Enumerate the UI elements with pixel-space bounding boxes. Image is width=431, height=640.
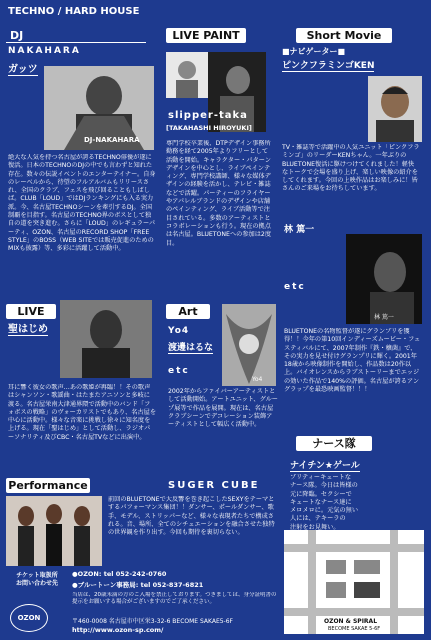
live-tab: LIVE: [6, 304, 56, 319]
map-venue-label: OZON & SPIRAL: [324, 618, 378, 625]
dj-divider: [6, 42, 146, 43]
ticket-label: チケット取扱所 お問い合わせ先: [15, 572, 58, 587]
short-movie-body2: BLUETONEの名物監督が遂にグランプリを獲得！！今年の第10回インディーズムービー・フェスティバルにて、2007年制作『鉄・穣菌』で、その実力を見せ付けグランプリに輝く。2001年18歳から映像制作を開始し、作品数は20作以上。バイオレンスからラブストーリーまでエッジの効いた作品で140%の評価。名古屋が誇るアングラップを最恐映画監督！！！: [284, 328, 421, 394]
performance-name-en: SUGER CUBE: [168, 480, 260, 491]
dj-name-en: NAKAHARA: [8, 46, 81, 56]
ozon-logo: [10, 604, 48, 632]
dj-name-jp: ガッツ: [8, 60, 38, 76]
live-paint-photo-left: [166, 52, 208, 98]
footer-notice: 当店は、20歳未満の方のご入場を禁止しております。つきましては、身分証明書の提示をお願いする場合がございますのでご了承ください。: [72, 592, 277, 605]
ozon-tel: ●OZON: tel 052-242-0760: [72, 570, 167, 578]
art-body: 2002年からファイバーアーティストとして活動開始。アートユニット、グループ展等で作品を展開。現在は、名古屋クラブシーンでデコレーション装飾アーティストとして幅広く活動中。: [168, 388, 278, 429]
short-movie-navigator: ピンクフラミンゴKEN: [282, 58, 374, 72]
dj-photo: [44, 66, 154, 150]
live-body: 耳に響く彼女の歌声…あの歌姫が再臨！！その歌声はシャンソン・歌謡曲・はたまたアニソンと多岐に渡る。名古屋栄南大津通界隈で活動中のバンド「フォボスの戦略」のヴォーカリストでもあり、名古屋を中心に活動中。様々な音楽に挑戦し徐々に知名度を上げる。現在「聖はじめ」として活動し、ラジオパーソナリティ及びCBC・名古屋TVなどに出演中。: [8, 384, 156, 441]
map-venue-sub: BECOME SAKAE 5-6F: [328, 626, 381, 632]
art-photo: [222, 304, 276, 386]
live-name-jp: 聖はじめ: [8, 320, 48, 336]
short-movie-ken-photo: [368, 76, 422, 142]
art-name-jp: 渡邊はるな: [168, 340, 213, 354]
ozon-logo-text: OZON: [17, 614, 41, 622]
live-photo: [60, 300, 152, 378]
nurse-title: ナース隊: [296, 436, 372, 451]
performance-tab: Performance: [6, 478, 90, 493]
live-paint-artist: slipper-taka: [168, 110, 248, 121]
art-photo-caption: Yo4: [252, 376, 263, 383]
short-movie-director-photo: [346, 234, 422, 324]
art-etc: etc: [168, 366, 190, 376]
nurse-body: プリティーキュートな ナース隊。今日は皆様の 元に降臨。セクシーで キュートなナース達に メロメロに。元気の無い 人には、テキーラの 注射をお見舞い。: [290, 474, 359, 530]
art-tab: Art: [166, 304, 210, 319]
dj-tab: DJ: [10, 29, 24, 42]
short-movie-name2: 林 篤一: [284, 225, 315, 235]
short-movie-label: ■ナビゲーター■: [282, 47, 346, 56]
live-paint-body: 専門学校卒業後、DTPデザイン事務所勤務を経て2005年よりフリーとして活動を開始。キャラクター・パターンデザインを中心とし、ライブペインティング、専門学校講師、様々な媒体デザインの経験を活かし、テレビ・雑誌などで活躍。パーティーのフライヤーやアパレルブランドのデザインや店舗のペインティング、ライブ活動等で注目されている。多数のアーティストとコラボレーションも行う。現在の拠点は名古屋。BLUETONEへの参加は2度目。: [166, 140, 272, 247]
bluetone-tel: ●ブルートーン事務局: tel 052-837-6821: [72, 581, 204, 589]
dj-body: 絶大な人気を持つ名古屋が誇るTECHNO俳優が遂に復活。日本のTECHNOのDJの中でも言わずと知れた存在。数々の伝説イベントのエンターテイナー。自身のレーベルから、待望のフルアルバムもリリースされ、全国のクラブ、フェスを飛び回ることもしばしば。CLUB「LOUD」ではDJランキングにも入る実力派。今、名古屋TECHNOシーンを牽引するDJ。全国制覇を目指す。名古屋のTECHNO界のボスとして独自の道を突き進む。さらに「LOUD」のレギュラーパーティ、OZON、名古屋のRECORD SHOP「FREE STYLE」のBOSS（WEB SITEでは販売促進のためのMIXも披露）等、多彩に活躍して活動中。: [8, 154, 156, 253]
performance-body: 前回のBLUETONEで大反響を巻き起こしたSEXYをテーマとするパフォーマンス集団！！ダンサー、ポールダンサー、歌手、モデル、ストリッパーなど、様々な表現者たちで構成される。音、場所、全てのシチュエーションを融合させた独特の世界観を作り出す。今回も期待を裏切らない。: [108, 496, 275, 537]
footer-url[interactable]: http://www.ozon-sp.com/: [72, 626, 164, 634]
genre-header: TECHNO / HARD HOUSE: [8, 6, 140, 17]
short-movie-director-caption: 林 篤一: [374, 314, 394, 321]
nurse-name-jp: ナイチン★ゲール: [290, 458, 360, 472]
access-map: [284, 530, 424, 634]
footer-address: 〒460-0008 名古屋市中区栄3-32-6 BECOME SAKAE5-6F: [72, 618, 233, 625]
short-movie-body: TV・雑誌等で活躍中の人気ユニット「ピンクフラミンゴ」のリーダーKENちゃん。一年ぶりのBLUETONE復活に駆けつけてくれました！軽快なトークで会場を盛り上げ、楽しい映像の紹介をしてくれます。今回の上映作品はお楽しみに！皆さんのご来場をお待ちしています。: [282, 144, 420, 193]
dj-photo-caption: DJ-NAKAHARA: [84, 136, 140, 144]
art-name-en: Yo4: [168, 326, 190, 336]
short-movie-etc: etc: [284, 282, 306, 292]
performance-photo: [6, 496, 102, 566]
short-movie-title: Short Movie: [296, 28, 392, 43]
live-paint-title: LIVE PAINT: [166, 28, 246, 43]
live-paint-artist-sub: [TAKAHASHI HIROYUKI]: [166, 124, 252, 132]
